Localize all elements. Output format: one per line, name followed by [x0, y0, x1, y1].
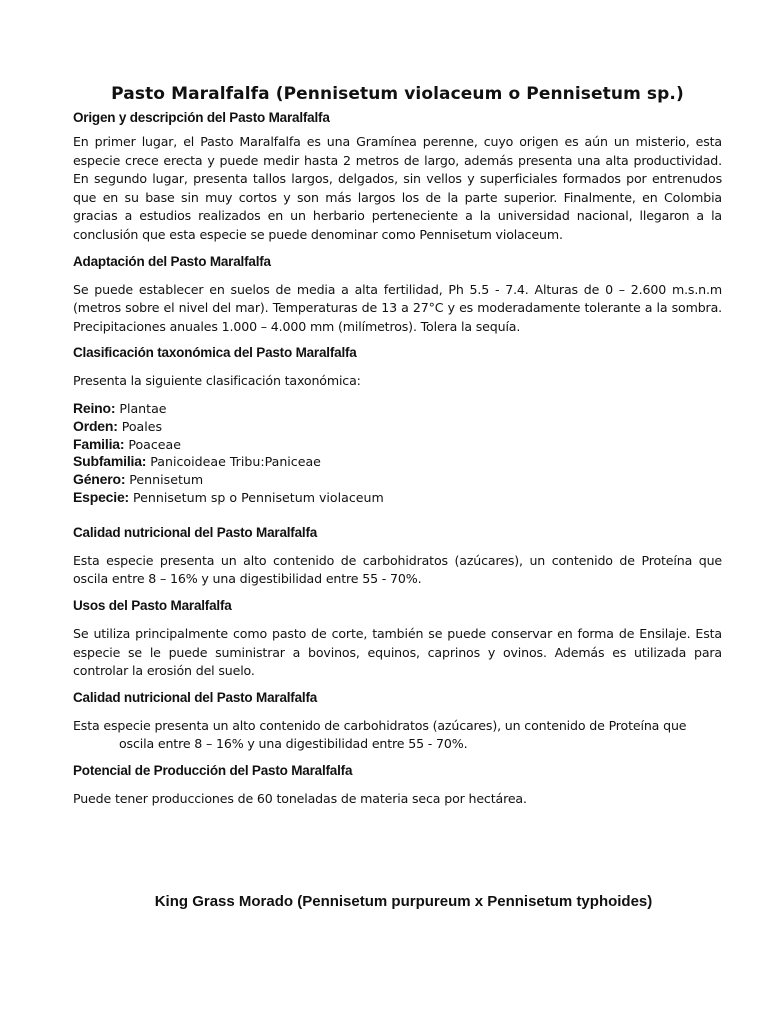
- taxonomy-key: Subfamilia:: [73, 453, 147, 470]
- heading-potencial-produccion: Potencial de Producción del Pasto Maralfalfa: [73, 762, 353, 778]
- taxonomy-row-subfamilia: [73, 453, 722, 471]
- taxonomy-row-reino: [73, 400, 722, 418]
- paragraph-potencial-produccion: Puede tener producciones de 60 toneladas de materia seca por hectárea.: [73, 790, 527, 806]
- taxonomy-value: Poaceae: [124, 436, 182, 452]
- taxonomy-key: Especie:: [73, 488, 129, 505]
- taxonomy-key: Orden:: [73, 417, 118, 434]
- paragraph-calidad-nutricional: Esta especie presenta un alto contenido de carbohidratos (azúcares), un contenido de Proteína que oscila entre 8 – 16% y una digestibilidad entre 55 - 70%.: [73, 552, 722, 587]
- document-title: Pasto Maralfalfa (Pennisetum violaceum o Pennisetum sp.): [111, 84, 684, 104]
- taxonomy-value: Panicoideae Tribu:Paniceae: [146, 454, 321, 470]
- paragraph-line-1: Esta especie presenta un alto contenido de carbohidratos (azúcares), un contenido de Proteína que: [73, 717, 687, 733]
- paragraph-line-2: oscila entre 8 – 16% y una digestibilidad entre 55 - 70%.: [119, 736, 468, 752]
- heading-adaptacion: Adaptación del Pasto Maralfalfa: [73, 253, 271, 269]
- paragraph-adaptacion: Se puede establecer en suelos de media a alta fertilidad, Ph 5.5 - 7.4. Alturas de 0 – 2.600 m.s.n.m (metros sobre el nivel del mar). Temperaturas de 13 a 27°C y es moderadamente tolerante a la sombra. Precipitaciones anuales 1.000 – 4.000 mm (milímetros). Tolera la sequía.: [73, 281, 722, 334]
- taxonomy-key: Familia:: [73, 435, 125, 452]
- paragraph-origen: En primer lugar, el Pasto Maralfalfa es una Gramínea perenne, cuyo origen es aún un misterio, esta especie crece erecta y puede medir hasta 2 metros de largo, además presenta una alta productividad. En segundo lugar, presenta tallos largos, delgados, sin vellos y superficiales formados por entrenudos que en su base sin muy cortos y son más largos los de la parte superior. Finalmente, en Colombia gracias a estudios realizados en un herbario perteneciente a la universidad nacional, llegaron a la conclusión que esta especie se puede denominar como Pennisetum violaceum.: [73, 134, 722, 242]
- heading-clasificacion: Clasificación taxonómica del Pasto Maralfalfa: [73, 345, 357, 361]
- heading-calidad-nutricional-2: Calidad nutricional del Pasto Maralfalfa: [73, 689, 318, 705]
- taxonomy-key: Género:: [73, 471, 126, 488]
- taxonomy-value: Plantae: [115, 400, 167, 416]
- taxonomy-value: Pennisetum: [125, 472, 204, 488]
- taxonomy-value: Poales: [117, 418, 163, 434]
- paragraph-clasificacion: Presenta la siguiente clasificación taxonómica:: [73, 373, 361, 389]
- paragraph-usos: Se utiliza principalmente como pasto de corte, también se puede conservar en forma de Ensilaje. Esta especie se le puede suministrar a bovinos, equinos, caprinos y ovinos. Además es utilizada para controlar la erosión del suelo.: [73, 625, 722, 679]
- paragraph-calidad-nutricional-2: [73, 717, 722, 754]
- taxonomy-row-orden: [73, 418, 722, 436]
- heading-calidad-nutricional: Calidad nutricional del Pasto Maralfalfa: [73, 524, 318, 540]
- taxonomy-row-genero: [73, 471, 722, 489]
- heading-origen: Origen y descripción del Pasto Maralfalfa: [73, 110, 330, 125]
- taxonomy-row-especie: [73, 489, 722, 507]
- taxonomy-value: Pennisetum sp o Pennisetum violaceum: [129, 489, 384, 505]
- taxonomy-list: [73, 400, 722, 507]
- taxonomy-row-familia: [73, 436, 722, 454]
- second-title: King Grass Morado (Pennisetum purpureum x Pennisetum typhoides): [154, 893, 653, 911]
- taxonomy-key: Reino:: [73, 399, 116, 416]
- heading-usos: Usos del Pasto Maralfalfa: [73, 597, 232, 613]
